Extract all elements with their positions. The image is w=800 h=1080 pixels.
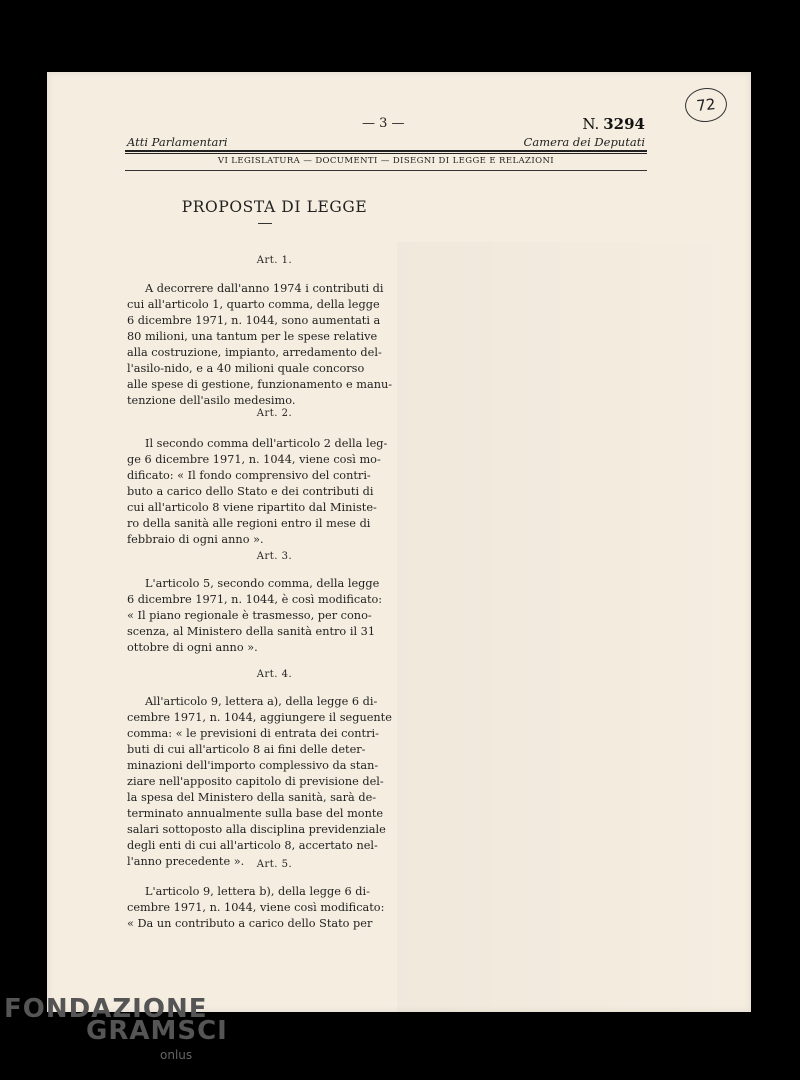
article-heading: Art. 2.	[256, 408, 293, 419]
text-line: 6 dicembre 1971, n. 1044, è così modificato:	[127, 593, 383, 606]
document-page	[47, 72, 751, 1012]
text-line: Il secondo comma dell'articolo 2 della leg-	[145, 437, 388, 450]
series-heading: VI LEGISLATURA — DOCUMENTI — DISEGNI DI LEGGE E RELAZIONI	[217, 156, 555, 166]
text-line: alla costruzione, impianto, arredamento del-	[127, 346, 382, 359]
text-line: tenzione dell'asilo medesimo.	[127, 394, 296, 407]
text-line: degli enti di cui all'articolo 8, accertato nel-	[127, 839, 378, 852]
text-line: « Da un contributo a carico dello Stato per	[127, 917, 373, 930]
document-title: PROPOSTA DI LEGGE	[181, 198, 368, 216]
text-line: alle spese di gestione, funzionamento e manu-	[127, 378, 393, 391]
text-line: A decorrere dall'anno 1974 i contributi di	[145, 282, 384, 295]
text-line: L'articolo 9, lettera b), della legge 6 di-	[145, 885, 370, 898]
text-line: terminato annualmente sulla base del monte	[127, 807, 384, 820]
text-line: ge 6 dicembre 1971, n. 1044, viene così mo-	[127, 453, 381, 466]
text-line: buti di cui all'articolo 8 ai fini delle deter-	[127, 743, 366, 756]
text-line: ziare nell'apposito capitolo di previsione del-	[127, 775, 384, 788]
article-heading: Art. 4.	[256, 669, 293, 680]
article-text	[127, 884, 422, 932]
text-line: l'asilo-nido, e a 40 milioni quale concorso	[127, 362, 365, 375]
text-line: comma: « le previsioni di entrata dei contri-	[127, 727, 379, 740]
text-line: scenza, al Ministero della sanità entro il 31	[127, 625, 376, 638]
header-right: Camera dei Deputati	[523, 135, 645, 149]
page-fold-shadow	[397, 242, 751, 1012]
article-heading: Art. 1.	[256, 255, 293, 266]
header-rule-thick	[125, 150, 647, 152]
handwritten-number-text: 72	[695, 95, 717, 115]
text-line: minazioni dell'importo complessivo da stan-	[127, 759, 379, 772]
text-line: ottobre di ogni anno ».	[127, 641, 258, 654]
document-number	[582, 115, 645, 133]
text-line: buto a carico dello Stato e dei contributi di	[127, 485, 374, 498]
text-line: All'articolo 9, lettera a), della legge 6 di-	[145, 695, 378, 708]
article-heading: Art. 3.	[256, 551, 293, 562]
text-line: la spesa del Ministero della sanità, sarà de-	[127, 791, 377, 804]
page-number: — 3 —	[362, 116, 405, 131]
document-number-label: N.	[582, 115, 600, 133]
article-text	[127, 694, 422, 870]
text-line: « Il piano regionale è trasmesso, per cono-	[127, 609, 372, 622]
text-line: salari sottoposto alla disciplina previdenziale	[127, 823, 386, 836]
watermark-logo-line3: onlus	[160, 1048, 193, 1062]
article-text	[127, 436, 422, 548]
text-line: ro della sanità alle regioni entro il mese di	[127, 517, 371, 530]
watermark-logo-line2: GRAMSCI	[86, 1016, 228, 1046]
text-line: cembre 1971, n. 1044, viene così modificato:	[127, 901, 385, 914]
watermark-logo-line1: FONDAZIONE	[4, 994, 208, 1024]
handwritten-page-number	[683, 86, 728, 124]
article-heading: Art. 5.	[256, 859, 293, 870]
title-divider	[258, 223, 272, 224]
text-line: dificato: « Il fondo comprensivo del contri-	[127, 469, 371, 482]
header-left: Atti Parlamentari	[127, 135, 228, 149]
header-rule-thin	[125, 153, 647, 154]
text-line: cembre 1971, n. 1044, aggiungere il seguente	[127, 711, 392, 724]
text-line: febbraio di ogni anno ».	[127, 533, 264, 546]
text-line: L'articolo 5, secondo comma, della legge	[145, 577, 380, 590]
article-text	[127, 576, 422, 656]
series-rule	[125, 170, 647, 171]
text-line: cui all'articolo 8 viene ripartito dal Ministe-	[127, 501, 377, 514]
text-line: 80 milioni, una tantum per le spese relative	[127, 330, 378, 343]
text-line: l'anno precedente ».	[127, 855, 245, 868]
document-number-value: 3294	[603, 115, 645, 133]
article-text	[127, 281, 422, 409]
text-line: 6 dicembre 1971, n. 1044, sono aumentati a	[127, 314, 381, 327]
text-line: cui all'articolo 1, quarto comma, della legge	[127, 298, 380, 311]
